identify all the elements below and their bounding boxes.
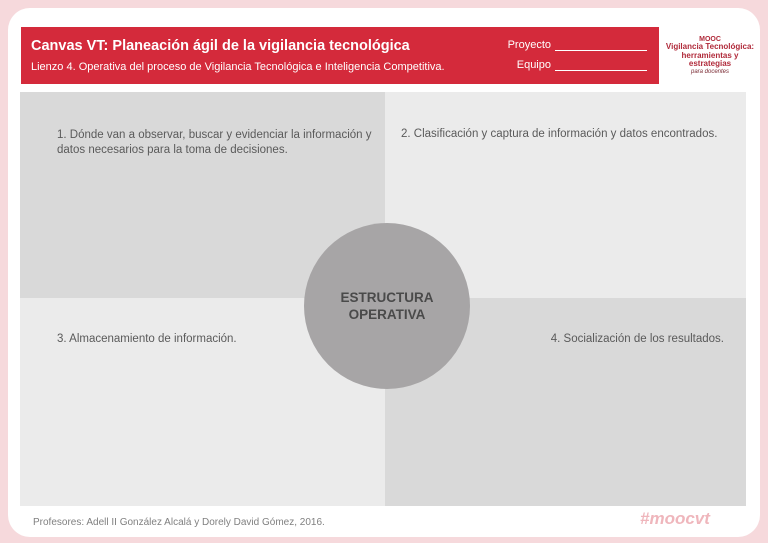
center-circle xyxy=(304,223,470,389)
mooc-logo xyxy=(662,36,758,75)
quadrant-2-text: 2. Clasificación y captura de información y datos encontrados. xyxy=(401,128,718,140)
proyecto-field[interactable] xyxy=(508,39,647,51)
canvas-grid xyxy=(20,92,746,506)
page-subtitle: Lienzo 4. Operativa del proceso de Vigilancia Tecnológica e Inteligencia Competitiva. xyxy=(31,61,445,73)
logo-line-2: Vigilancia Tecnológica: xyxy=(665,42,755,52)
proyecto-label: Proyecto xyxy=(507,39,551,51)
footer-credits: Profesores: Adell II González Alcalá y Dorely David Gómez, 2016. xyxy=(33,517,325,528)
hashtag-logo: #moocvt xyxy=(640,509,710,528)
quadrant-4-text: 4. Socialización de los resultados. xyxy=(550,333,724,345)
logo-line-1: MOOC xyxy=(699,36,721,43)
equipo-line[interactable] xyxy=(555,61,647,71)
equipo-field[interactable] xyxy=(517,59,647,71)
logo-line-4: para docentes xyxy=(690,68,730,75)
header-banner xyxy=(21,27,659,84)
logo-line-3: herramientas y estrategias xyxy=(681,50,739,69)
equipo-label: Equipo xyxy=(516,59,551,71)
quadrant-3-text: 3. Almacenamiento de información. xyxy=(57,333,237,345)
center-label: ESTRUCTURA OPERATIVA xyxy=(340,290,434,322)
proyecto-line[interactable] xyxy=(555,41,647,51)
page-title: Canvas VT: Planeación ágil de la vigilancia tecnológica xyxy=(31,38,410,54)
quadrant-1-text: 1. Dónde van a observar, buscar y evidenciar la información y datos necesarios para la toma de decisiones. xyxy=(57,129,372,156)
